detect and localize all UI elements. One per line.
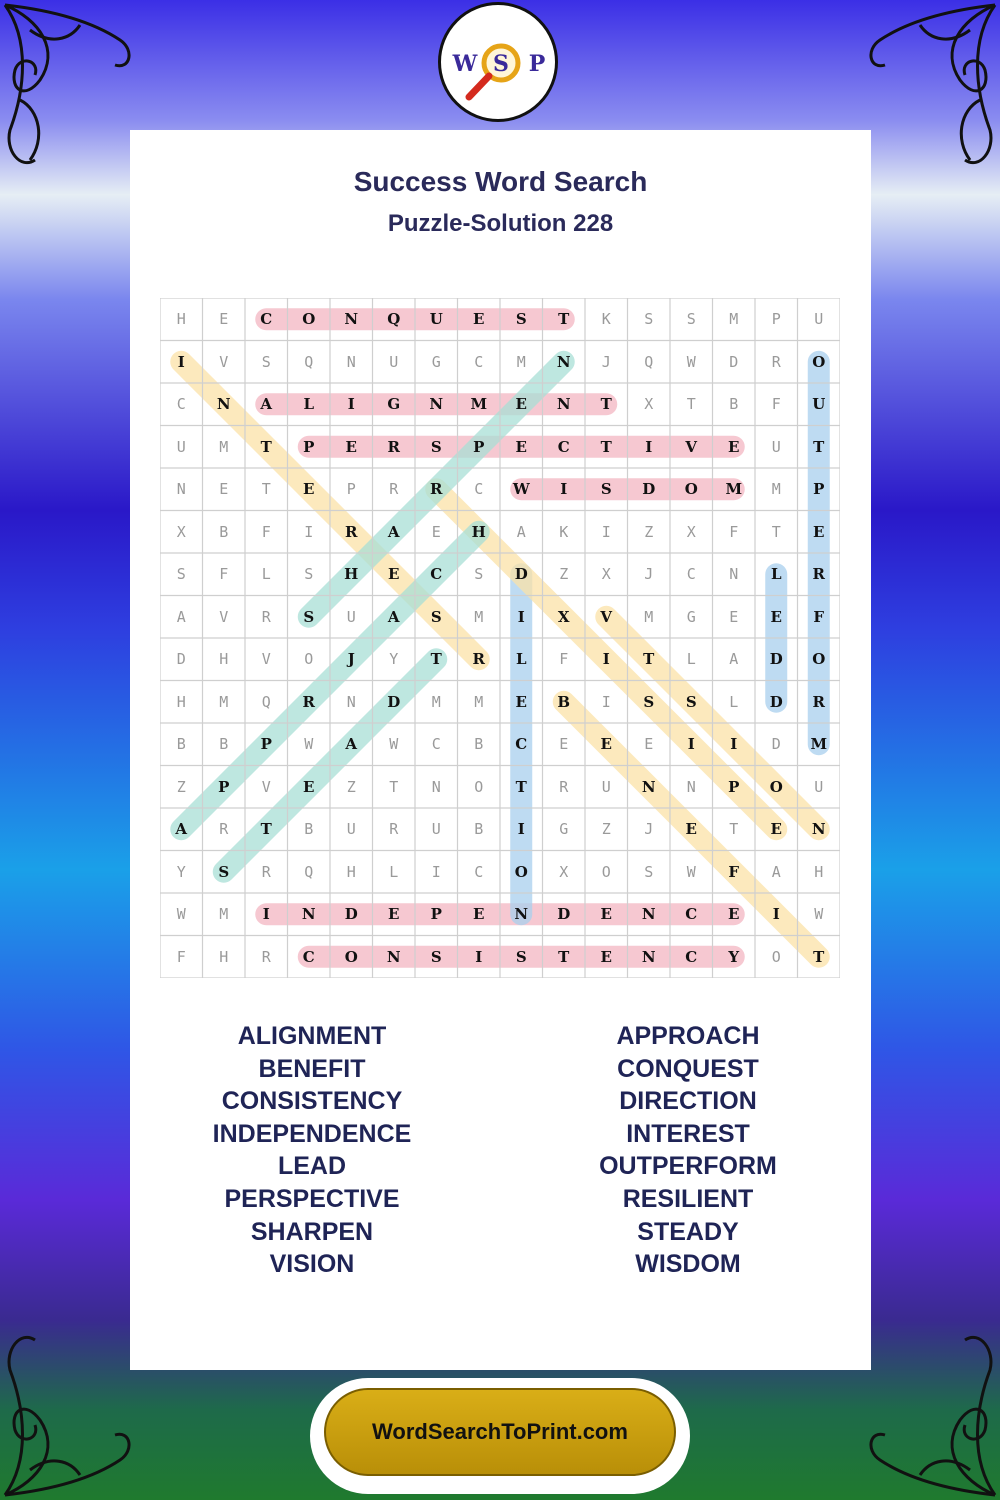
grid-cell[interactable]: M: [431, 692, 441, 711]
word-list-left: [162, 1020, 462, 1281]
grid-cell[interactable]: N: [556, 352, 571, 371]
grid-cell[interactable]: I: [517, 820, 525, 838]
grid-cell[interactable]: B: [557, 692, 571, 711]
grid-cell[interactable]: P: [473, 437, 485, 456]
magnifier-icon: [441, 5, 555, 119]
grid-cell[interactable]: Y: [389, 650, 399, 668]
corner-ornament-icon: [850, 0, 1000, 200]
grid-cell[interactable]: L: [389, 862, 399, 881]
grid-cell[interactable]: U: [346, 607, 356, 626]
word-list-item: WISDOM: [635, 1250, 741, 1279]
grid-cell[interactable]: N: [176, 480, 186, 498]
grid-cell[interactable]: E: [515, 395, 527, 413]
grid-cell[interactable]: S: [686, 310, 696, 328]
grid-cell[interactable]: X: [559, 862, 569, 881]
word-list-item: INDEPENDENCE: [212, 1119, 412, 1148]
grid-cell[interactable]: I: [560, 480, 568, 498]
grid-cell[interactable]: G: [387, 395, 401, 413]
grid-cell[interactable]: T: [729, 820, 739, 838]
grid-cell[interactable]: T: [771, 522, 781, 541]
grid-cell[interactable]: R: [261, 607, 271, 626]
page-subtitle: Puzzle-Solution 228: [387, 210, 614, 237]
grid-cell[interactable]: O: [344, 947, 358, 966]
grid-cell[interactable]: S: [176, 565, 186, 583]
grid-cell[interactable]: R: [261, 862, 271, 881]
grid-cell[interactable]: T: [813, 437, 825, 456]
grid-cell[interactable]: X: [601, 565, 611, 583]
logo-letter-s: S: [493, 51, 509, 77]
grid-cell[interactable]: E: [515, 437, 527, 456]
grid-cell[interactable]: M: [729, 310, 739, 328]
grid-cell[interactable]: Q: [304, 352, 314, 371]
grid-cell[interactable]: U: [346, 820, 356, 838]
grid-cell[interactable]: R: [261, 947, 271, 966]
grid-cell[interactable]: R: [430, 480, 443, 498]
grid-cell[interactable]: E: [388, 905, 400, 923]
corner-ornament-icon: [0, 0, 150, 200]
grid-cell[interactable]: O: [812, 352, 826, 371]
grid-cell[interactable]: Q: [644, 352, 654, 371]
word-list-item: VISION: [269, 1250, 355, 1279]
grid-cell[interactable]: R: [389, 480, 399, 498]
grid-cell[interactable]: C: [474, 862, 484, 881]
grid-cell[interactable]: S: [644, 862, 654, 881]
grid-cell[interactable]: F: [219, 565, 229, 583]
word-list-item: ALIGNMENT: [237, 1022, 387, 1050]
grid-cell[interactable]: F: [176, 947, 186, 966]
grid-cell[interactable]: N: [811, 820, 826, 838]
grid-cell[interactable]: C: [431, 735, 441, 753]
word-list-item: LEAD: [277, 1152, 347, 1181]
grid-cell[interactable]: M: [474, 607, 484, 626]
grid-cell[interactable]: N: [216, 395, 231, 413]
grid-cell[interactable]: T: [430, 650, 442, 668]
grid-cell[interactable]: M: [516, 352, 526, 371]
grid-cell[interactable]: O: [684, 480, 698, 498]
grid-cell[interactable]: E: [559, 735, 569, 753]
puzzle-sheet: [130, 130, 871, 1370]
grid-cell[interactable]: Y: [176, 862, 186, 881]
grid-cell[interactable]: T: [600, 395, 612, 413]
grid-cell[interactable]: B: [219, 522, 229, 541]
grid-cell[interactable]: B: [219, 735, 229, 753]
grid-cell[interactable]: W: [304, 735, 314, 753]
grid-cell[interactable]: D: [771, 735, 781, 753]
footer-banner: [310, 1378, 690, 1494]
grid-cell[interactable]: L: [515, 650, 527, 668]
grid-cell[interactable]: L: [729, 692, 739, 711]
grid-cell[interactable]: I: [262, 905, 270, 923]
grid-cell[interactable]: F: [771, 395, 781, 413]
grid-cell[interactable]: I: [177, 352, 185, 371]
grid-cell[interactable]: C: [302, 947, 315, 966]
grid-cell[interactable]: T: [558, 310, 570, 328]
grid-cell[interactable]: X: [176, 522, 186, 541]
word-list-item: DIRECTION: [619, 1087, 757, 1116]
grid-cell[interactable]: A: [729, 650, 739, 668]
grid-cell[interactable]: N: [556, 395, 571, 413]
grid-cell[interactable]: M: [219, 692, 229, 711]
grid-cell[interactable]: G: [559, 820, 569, 838]
word-list-item: PERSPECTIVE: [224, 1184, 400, 1213]
grid-cell[interactable]: S: [644, 310, 654, 328]
grid-cell[interactable]: N: [429, 395, 444, 413]
grid-cell[interactable]: R: [389, 820, 399, 838]
grid-cell[interactable]: H: [176, 310, 186, 328]
grid-cell[interactable]: R: [387, 437, 400, 456]
grid-cell[interactable]: F: [261, 522, 271, 541]
grid-cell[interactable]: D: [514, 565, 528, 583]
grid-cell[interactable]: T: [389, 777, 399, 796]
grid-cell[interactable]: W: [512, 480, 530, 498]
grid-cell[interactable]: T: [643, 650, 655, 668]
grid-cell[interactable]: N: [344, 310, 359, 328]
grid-cell[interactable]: V: [219, 352, 229, 371]
grid-cell[interactable]: N: [686, 777, 696, 796]
grid-cell[interactable]: B: [474, 820, 484, 838]
grid-cell[interactable]: E: [303, 777, 315, 796]
grid-cell[interactable]: I: [772, 905, 780, 923]
grid-cell[interactable]: Z: [559, 565, 569, 583]
grid-cell[interactable]: N: [641, 777, 656, 796]
grid-cell[interactable]: N: [301, 905, 316, 923]
grid-cell[interactable]: Q: [387, 310, 401, 328]
grid-cell[interactable]: D: [642, 480, 656, 498]
grid-cell[interactable]: D: [729, 352, 739, 371]
grid-cell[interactable]: U: [771, 437, 781, 456]
grid-cell[interactable]: E: [473, 905, 485, 923]
grid-cell[interactable]: G: [431, 352, 441, 371]
grid-cell[interactable]: O: [302, 310, 316, 328]
grid-cell[interactable]: M: [219, 437, 229, 456]
grid-cell[interactable]: B: [474, 735, 484, 753]
grid-cell[interactable]: E: [345, 437, 357, 456]
grid-cell[interactable]: H: [346, 862, 356, 881]
grid-cell[interactable]: M: [810, 735, 828, 753]
grid-cell[interactable]: N: [641, 905, 656, 923]
grid-cell[interactable]: J: [644, 565, 654, 583]
grid-cell[interactable]: P: [430, 905, 442, 923]
word-list-item: CONQUEST: [617, 1054, 759, 1083]
word-list-item: CONSISTENCY: [221, 1087, 403, 1116]
grid-cell[interactable]: P: [813, 480, 825, 498]
grid-cell[interactable]: D: [769, 692, 783, 711]
grid-cell[interactable]: M: [219, 905, 229, 923]
grid-cell[interactable]: X: [644, 395, 654, 413]
grid-cell[interactable]: T: [261, 480, 271, 498]
grid-cell[interactable]: D: [557, 905, 571, 923]
grid-cell[interactable]: T: [813, 947, 825, 966]
grid-cell[interactable]: O: [304, 650, 314, 668]
grid-cell[interactable]: I: [687, 735, 695, 753]
grid-cell[interactable]: S: [600, 480, 612, 498]
grid-cell[interactable]: T: [686, 395, 696, 413]
grid-cell[interactable]: P: [771, 310, 781, 328]
grid-cell[interactable]: I: [602, 650, 610, 668]
word-list-item: BENEFIT: [258, 1054, 366, 1083]
grid-cell[interactable]: M: [771, 480, 781, 498]
grid-cell[interactable]: E: [600, 905, 612, 923]
grid-cell[interactable]: O: [601, 862, 611, 881]
grid-cell[interactable]: R: [559, 777, 569, 796]
page-title: Success Word Search: [353, 166, 648, 197]
grid-cell[interactable]: Z: [176, 777, 186, 796]
grid-cell[interactable]: P: [218, 777, 230, 796]
grid-cell[interactable]: X: [686, 522, 696, 541]
grid-cell[interactable]: H: [814, 862, 824, 881]
grid-cell[interactable]: V: [261, 777, 271, 796]
grid-cell[interactable]: J: [644, 820, 654, 838]
grid-cell[interactable]: E: [644, 735, 654, 753]
grid-cell[interactable]: Z: [601, 820, 611, 838]
grid-cell[interactable]: F: [728, 862, 740, 881]
grid-cell[interactable]: D: [769, 650, 783, 668]
word-list-item: RESILIENT: [622, 1184, 754, 1213]
grid-cell[interactable]: A: [176, 607, 186, 626]
grid-cell[interactable]: W: [814, 905, 824, 923]
grid-cell[interactable]: U: [601, 777, 611, 796]
grid-cell[interactable]: T: [260, 437, 272, 456]
grid-cell[interactable]: J: [601, 352, 611, 371]
grid-cell[interactable]: R: [771, 352, 781, 371]
grid-cell[interactable]: X: [557, 607, 570, 626]
grid-cell[interactable]: G: [686, 607, 696, 626]
grid-cell[interactable]: P: [260, 735, 272, 753]
grid-cell[interactable]: S: [218, 862, 230, 881]
grid-cell[interactable]: S: [304, 565, 314, 583]
grid-cell[interactable]: C: [176, 395, 186, 413]
grid-cell[interactable]: Z: [644, 522, 654, 541]
grid-cell[interactable]: W: [176, 905, 186, 923]
grid-cell[interactable]: C: [685, 947, 698, 966]
grid-cell[interactable]: A: [345, 735, 358, 753]
grid-cell[interactable]: T: [515, 777, 527, 796]
grid-cell[interactable]: E: [729, 607, 739, 626]
corner-ornament-icon: [0, 1300, 150, 1500]
site-link[interactable]: WordSearchToPrint.com: [324, 1388, 676, 1476]
grid-cell[interactable]: P: [346, 480, 356, 498]
grid-cell[interactable]: S: [474, 565, 484, 583]
grid-cell[interactable]: R: [812, 692, 825, 711]
grid-cell[interactable]: T: [558, 947, 570, 966]
grid-cell[interactable]: T: [600, 437, 612, 456]
grid-cell[interactable]: S: [643, 692, 655, 711]
grid-cell[interactable]: F: [729, 522, 739, 541]
grid-cell[interactable]: A: [387, 607, 400, 626]
grid-cell[interactable]: E: [303, 480, 315, 498]
grid-cell[interactable]: S: [685, 692, 697, 711]
word-list-item: SHARPEN: [250, 1217, 374, 1246]
grid-cell[interactable]: D: [387, 692, 401, 711]
word-list-item: INTEREST: [626, 1119, 750, 1148]
grid-cell[interactable]: L: [261, 565, 271, 583]
grid-cell[interactable]: H: [219, 650, 229, 668]
grid-cell[interactable]: N: [431, 777, 441, 796]
grid-cell[interactable]: S: [430, 437, 442, 456]
grid-cell[interactable]: C: [260, 310, 273, 328]
grid-cell[interactable]: E: [219, 310, 229, 328]
grid-cell[interactable]: U: [429, 310, 443, 328]
grid-cell[interactable]: K: [601, 310, 611, 328]
grid-cell[interactable]: A: [175, 820, 188, 838]
grid-cell[interactable]: S: [261, 352, 271, 371]
grid-cell[interactable]: E: [813, 522, 825, 541]
grid-cell[interactable]: B: [729, 395, 739, 413]
grid-cell[interactable]: P: [728, 777, 740, 796]
grid-cell[interactable]: B: [304, 820, 314, 838]
grid-cell[interactable]: I: [601, 692, 611, 711]
grid-cell[interactable]: V: [219, 607, 229, 626]
logo-letter-w: W: [452, 51, 478, 77]
grid-cell[interactable]: C: [474, 352, 484, 371]
grid-cell[interactable]: N: [729, 565, 739, 583]
grid-cell[interactable]: I: [730, 735, 738, 753]
grid-cell[interactable]: M: [470, 395, 488, 413]
grid-cell[interactable]: O: [769, 777, 783, 796]
grid-cell[interactable]: R: [345, 522, 358, 541]
grid-cell[interactable]: J: [347, 650, 355, 668]
grid-cell[interactable]: Q: [304, 862, 314, 881]
grid-cell[interactable]: N: [346, 352, 356, 371]
grid-cell[interactable]: A: [771, 862, 781, 881]
grid-cell[interactable]: I: [304, 522, 314, 541]
grid-cell[interactable]: L: [686, 650, 696, 668]
grid-cell[interactable]: E: [219, 480, 229, 498]
grid-cell[interactable]: F: [559, 650, 569, 668]
grid-cell[interactable]: S: [515, 310, 527, 328]
grid-cell[interactable]: E: [770, 820, 782, 838]
grid-cell[interactable]: A: [387, 522, 400, 541]
grid-cell[interactable]: C: [430, 565, 443, 583]
grid-cell[interactable]: S: [430, 607, 442, 626]
grid-cell[interactable]: H: [219, 947, 229, 966]
word-list-item: STEADY: [637, 1217, 739, 1246]
grid-cell[interactable]: R: [812, 565, 825, 583]
grid-cell[interactable]: N: [346, 692, 356, 711]
grid-cell[interactable]: Q: [261, 692, 271, 711]
site-logo: [438, 2, 558, 122]
grid-cell[interactable]: V: [261, 650, 271, 668]
grid-cell[interactable]: W: [389, 735, 399, 753]
grid-cell[interactable]: I: [475, 947, 483, 966]
grid-cell[interactable]: D: [176, 650, 186, 668]
grid-cell[interactable]: E: [728, 905, 740, 923]
grid-cell[interactable]: W: [686, 862, 696, 881]
grid-cell[interactable]: O: [474, 777, 484, 796]
grid-cell[interactable]: O: [771, 947, 781, 966]
grid-cell[interactable]: U: [176, 437, 186, 456]
grid-cell[interactable]: O: [514, 862, 528, 881]
grid-cell[interactable]: U: [389, 352, 399, 371]
grid-cell[interactable]: E: [515, 692, 527, 711]
grid-cell[interactable]: H: [344, 565, 359, 583]
grid-cell[interactable]: I: [517, 607, 525, 626]
grid-cell[interactable]: S: [430, 947, 442, 966]
grid-cell[interactable]: N: [514, 905, 529, 923]
grid-cell[interactable]: P: [303, 437, 315, 456]
grid-cell[interactable]: I: [347, 395, 355, 413]
grid-cell[interactable]: W: [686, 352, 696, 371]
logo-letter-p: P: [528, 51, 546, 77]
word-list-item: APPROACH: [616, 1022, 760, 1050]
grid-cell[interactable]: Y: [728, 947, 740, 966]
grid-cell[interactable]: E: [600, 735, 612, 753]
grid-cell[interactable]: R: [219, 820, 229, 838]
word-list-right: [538, 1020, 838, 1281]
grid-cell[interactable]: K: [559, 522, 569, 541]
grid-cell[interactable]: C: [557, 437, 570, 456]
grid-cell[interactable]: E: [388, 565, 400, 583]
grid-cell[interactable]: N: [641, 947, 656, 966]
grid-cell[interactable]: S: [515, 947, 527, 966]
grid-cell[interactable]: C: [686, 565, 696, 583]
grid-cell[interactable]: A: [260, 395, 273, 413]
grid-cell[interactable]: E: [728, 437, 740, 456]
grid-cell[interactable]: D: [344, 905, 358, 923]
grid-cell[interactable]: M: [474, 692, 484, 711]
grid-cell[interactable]: E: [600, 947, 612, 966]
grid-cell[interactable]: R: [472, 650, 485, 668]
grid-cell[interactable]: V: [685, 437, 698, 456]
grid-cell[interactable]: S: [303, 607, 315, 626]
grid-cell[interactable]: N: [386, 947, 401, 966]
grid-cell[interactable]: T: [260, 820, 272, 838]
grid-cell[interactable]: V: [600, 607, 613, 626]
grid-cell[interactable]: E: [770, 607, 782, 626]
grid-cell[interactable]: C: [474, 480, 484, 498]
grid-cell[interactable]: L: [770, 565, 782, 583]
grid-cell[interactable]: C: [515, 735, 528, 753]
grid-cell[interactable]: U: [814, 310, 824, 328]
grid-cell[interactable]: I: [431, 862, 441, 881]
grid-cell[interactable]: M: [644, 607, 654, 626]
grid-cell[interactable]: E: [685, 820, 697, 838]
grid-cell[interactable]: E: [431, 522, 441, 541]
grid-cell[interactable]: F: [813, 607, 825, 626]
letter-grid: [160, 298, 840, 978]
grid-cell[interactable]: E: [473, 310, 485, 328]
grid-cell[interactable]: A: [516, 522, 526, 541]
word-list-item: OUTPERFORM: [599, 1152, 777, 1181]
grid-cell[interactable]: U: [814, 777, 824, 796]
grid-cell[interactable]: H: [176, 692, 186, 711]
grid-cell[interactable]: U: [431, 820, 441, 838]
grid-cell[interactable]: B: [176, 735, 186, 753]
grid-cell[interactable]: R: [302, 692, 315, 711]
grid-cell[interactable]: O: [812, 650, 826, 668]
grid-cell[interactable]: I: [601, 522, 611, 541]
grid-cell[interactable]: H: [471, 522, 486, 541]
grid-cell[interactable]: U: [812, 395, 826, 413]
grid-cell[interactable]: C: [685, 905, 698, 923]
grid-cell[interactable]: Z: [346, 777, 356, 796]
corner-ornament-icon: [850, 1300, 1000, 1500]
grid-cell[interactable]: L: [303, 395, 315, 413]
grid-cell[interactable]: M: [725, 480, 743, 498]
grid-cell[interactable]: I: [645, 437, 653, 456]
